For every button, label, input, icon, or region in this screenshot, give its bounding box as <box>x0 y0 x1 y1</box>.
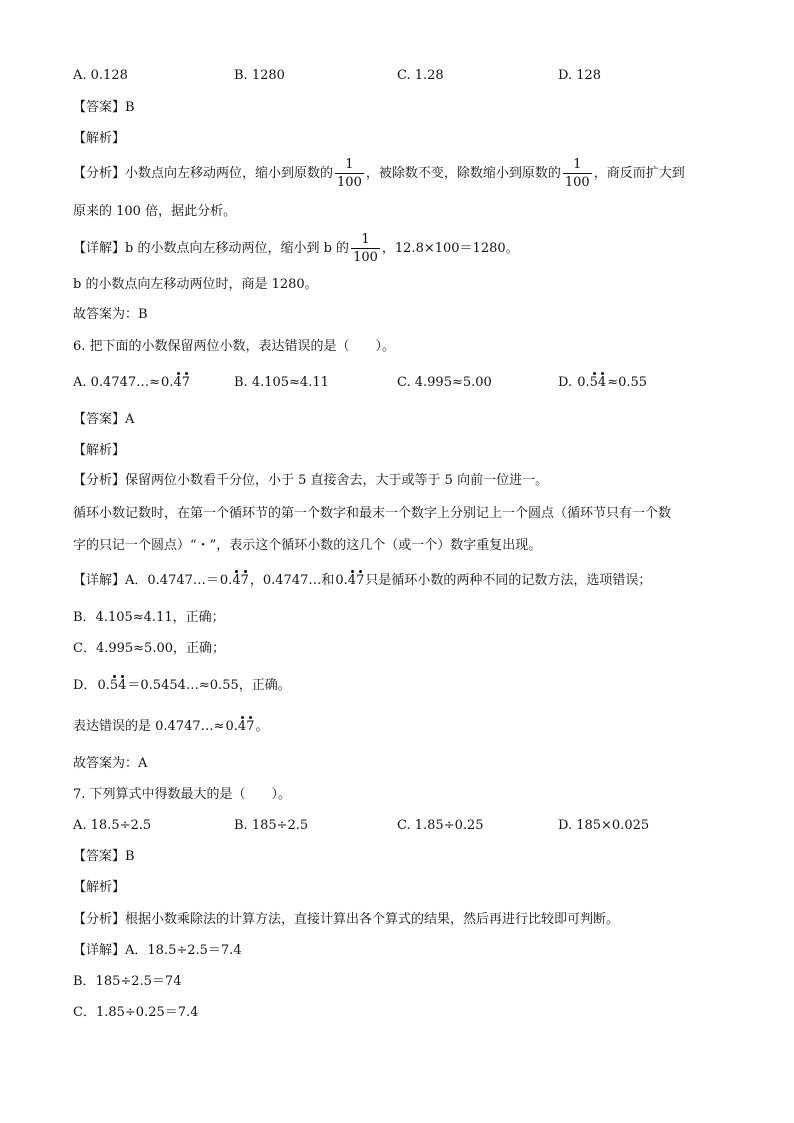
fraction-one-hundredth <box>563 156 592 191</box>
rep-digit-dotted: 7 <box>240 573 249 588</box>
repeating-decimal-047 <box>226 720 255 734</box>
q6-conclusion: 故答案为：A <box>73 756 148 771</box>
rep-digit-dotted: 4 <box>237 719 247 734</box>
fenxi-tag: 【分析】 <box>73 473 126 488</box>
fraction-denominator: 100 <box>337 175 362 190</box>
q7-xiangjie-b: B．185÷2.5＝74 <box>73 974 182 989</box>
q7-question: 7. 下列算式中得数最大的是（ ）。 <box>73 787 292 802</box>
answer-value: A <box>125 412 135 427</box>
q6-xiangjie-b: B．4.105≈4.11，正确； <box>73 610 225 625</box>
xiangjie-text: ，0.4747…和 <box>249 573 335 588</box>
q6-option-c: C. 4.995≈5.00 <box>397 375 492 390</box>
q6-xiangjie-a <box>73 572 651 590</box>
repeating-decimal-054 <box>577 376 606 390</box>
fenxi-text: 根据小数乘除法的计算方法，直接计算出各个算式的结果，然后再进行比较即可判断。 <box>125 912 620 927</box>
rep-lead: 0. <box>225 719 238 734</box>
q7-option-c: C. 1.85÷0.25 <box>397 818 484 833</box>
q5-option-b: B. 1280 <box>234 68 285 83</box>
q5-option-d: D. 128 <box>558 68 602 83</box>
rep-digit-dotted: 4 <box>232 573 241 588</box>
q6-summary <box>73 718 269 736</box>
rep-digit-dotted: 5 <box>589 375 598 390</box>
rep-digit-dotted: 7 <box>181 375 191 390</box>
q7-fenxi-line-1 <box>73 911 619 929</box>
analysis-tag: 【解析】 <box>73 443 126 458</box>
q6-xiangjie-d <box>73 677 291 695</box>
rep-digit-dotted: 7 <box>356 573 365 588</box>
rep-digit-dotted: 4 <box>347 573 357 588</box>
rep-lead: 0. <box>97 678 110 693</box>
rep-lead: 0. <box>335 573 348 588</box>
q5-answer-line <box>73 99 135 117</box>
xiangjie-text: 只是循环小数的两种不同的记数方法，选项错误； <box>365 573 652 588</box>
fenxi-text: ，被除数不变，除数缩小到原数的 <box>365 166 561 181</box>
xiangjie-text: A．0.4747…＝ <box>125 573 219 588</box>
q7-answer-line <box>73 848 135 866</box>
q5-conclusion: 故答案为：B <box>73 307 148 322</box>
q5-option-c: C. 1.28 <box>397 68 444 83</box>
q5-fenxi-line-2: 原来的 100 倍，据此分析。 <box>73 204 237 219</box>
fraction-numerator: 1 <box>345 157 354 172</box>
analysis-tag: 【解析】 <box>73 131 126 146</box>
rep-lead: 0. <box>219 573 233 588</box>
q6-option-d <box>558 374 647 392</box>
rep-digit-dotted: 4 <box>597 375 607 390</box>
q5-analysis-tag <box>73 130 125 148</box>
q7-option-a: A. 18.5÷2.5 <box>73 818 152 833</box>
fraction-denominator: 100 <box>353 250 378 265</box>
fraction-denominator: 100 <box>564 175 590 190</box>
fraction-one-hundredth <box>351 231 380 266</box>
q5-xiangjie-line-2: b 的小数点向左移动两位时，商是 1280。 <box>73 277 318 292</box>
q5-option-a: A. 0.128 <box>73 68 128 83</box>
q7-analysis-tag <box>73 879 125 897</box>
xiangjie-text: ，12.8×100＝1280。 <box>381 241 519 256</box>
rep-lead: 0. <box>577 375 590 390</box>
fenxi-text: 保留两位小数看千分位，小于 5 直接舍去，大于或等于 5 向前一位进一。 <box>125 473 549 488</box>
repeating-decimal-047 <box>161 376 190 390</box>
summary-text: 表达错误的是 0.4747…≈ <box>73 719 225 734</box>
answer-tag: 【答案】 <box>73 412 126 427</box>
answer-value: B <box>125 849 135 864</box>
fenxi-tag: 【分析】 <box>73 166 126 181</box>
fenxi-text: ，商反而扩大到 <box>593 166 685 181</box>
xiangjie-text: A．18.5÷2.5＝7.4 <box>125 943 242 958</box>
fenxi-text: 小数点向左移动两位，缩小到原数的 <box>125 166 334 181</box>
q7-xiangjie-c: C．1.85÷0.25＝7.4 <box>73 1005 199 1020</box>
q6-fenxi-line-1 <box>73 472 548 490</box>
xiangjie-text: D． <box>73 678 97 693</box>
option-d-prefix: D. <box>558 375 573 390</box>
analysis-tag: 【解析】 <box>73 880 126 895</box>
summary-text: 。 <box>255 719 269 734</box>
q6-analysis-tag <box>73 442 125 460</box>
q6-xiangjie-c: C．4.995≈5.00，正确； <box>73 641 226 656</box>
q6-answer-line <box>73 411 134 429</box>
repeating-decimal-047 <box>335 574 364 588</box>
xiangjie-text: ＝0.5454…≈0.55，正确。 <box>127 678 291 693</box>
q6-option-a <box>73 374 191 392</box>
fraction-numerator: 1 <box>573 157 582 172</box>
option-a-prefix: A. 0.4747…≈ <box>73 375 161 390</box>
xiangjie-tag: 【详解】 <box>73 573 126 588</box>
q7-option-d: D. 185×0.025 <box>558 818 650 833</box>
rep-digit-dotted: 7 <box>246 719 255 734</box>
fenxi-tag: 【分析】 <box>73 912 126 927</box>
xiangjie-text: b 的小数点向左移动两位，缩小到 b 的 <box>125 241 350 256</box>
repeating-decimal-047 <box>220 574 249 588</box>
fraction-numerator: 1 <box>361 232 370 247</box>
q7-xiangjie-a <box>73 942 242 960</box>
answer-tag: 【答案】 <box>73 849 126 864</box>
rep-digit-dotted: 4 <box>173 375 182 390</box>
q5-xiangjie-line-1 <box>73 231 519 266</box>
q7-option-b: B. 185÷2.5 <box>234 818 309 833</box>
xiangjie-tag: 【详解】 <box>73 241 126 256</box>
q6-fenxi-line-2: 循环小数记数时，在第一个循环节的第一个数字和最末一个数字上分别记上一个圆点（循环节只有一个数 <box>73 506 672 521</box>
q6-fenxi-line-3: 字的只记一个圆点）“・”，表示这个循环小数的这几个（或一个）数字重复出现。 <box>73 538 542 553</box>
repeating-decimal-054 <box>97 679 126 693</box>
answer-value: B <box>125 100 135 115</box>
option-d-suffix: ≈0.55 <box>607 375 648 390</box>
rep-digit-dotted: 4 <box>118 678 127 693</box>
q6-question: 6. 把下面的小数保留两位小数，表达错误的是（ ）。 <box>73 339 396 354</box>
q5-fenxi-line-1 <box>73 156 685 191</box>
answer-tag: 【答案】 <box>73 100 126 115</box>
q6-option-b: B. 4.105≈4.11 <box>234 375 329 390</box>
rep-lead: 0. <box>161 375 174 390</box>
rep-digit-dotted: 5 <box>109 678 119 693</box>
xiangjie-tag: 【详解】 <box>73 943 126 958</box>
fraction-one-hundredth <box>335 156 364 191</box>
